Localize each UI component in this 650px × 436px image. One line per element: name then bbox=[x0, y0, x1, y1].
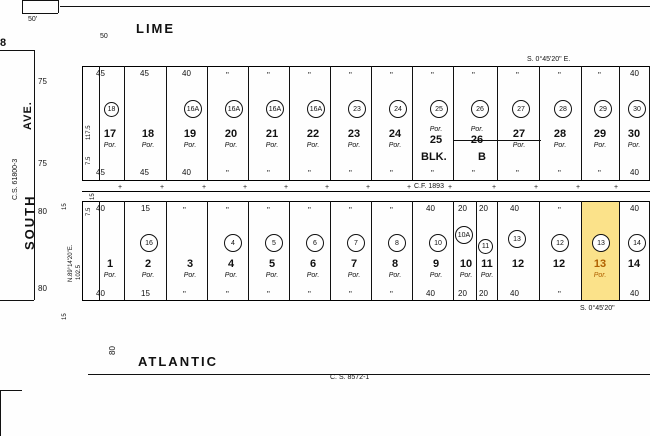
dim-7-5-a: 7.5 bbox=[86, 156, 92, 165]
botrow-dim-bot-9: 20 bbox=[458, 289, 467, 298]
corner-box-top bbox=[22, 0, 58, 1]
botrow-circle-7: 10A bbox=[455, 226, 473, 244]
botrow-lot-5: 6 bbox=[309, 258, 317, 270]
botrow-lot-4: 5 bbox=[268, 258, 276, 270]
botrow-dim-bot-10: 20 bbox=[479, 289, 488, 298]
botrow-divider-0 bbox=[99, 201, 100, 300]
botrow-lot-7: 8 bbox=[391, 258, 399, 270]
block-bottom-line bbox=[82, 300, 650, 301]
botrow-dim-bot-12: " bbox=[558, 290, 561, 299]
toprow-por-10: Por. bbox=[512, 142, 526, 149]
botrow-dim-top-9: 20 bbox=[458, 204, 467, 213]
lime-street-top-line bbox=[60, 6, 650, 7]
toprow-circle-2: 16A bbox=[225, 100, 243, 118]
block-top-line bbox=[82, 66, 650, 67]
toprow-dim-top-10: " bbox=[516, 71, 519, 80]
left-tick-15-a: 15 bbox=[62, 203, 68, 210]
botrow-por-8: Por. bbox=[429, 272, 443, 279]
toprow-dim-bot-12: " bbox=[598, 169, 601, 178]
toprow-divider-13 bbox=[619, 66, 620, 180]
toprow-circle-9: 27 bbox=[512, 100, 530, 118]
botrow-dim-top-0: 40 bbox=[96, 204, 105, 213]
toprow-divider-10 bbox=[497, 66, 498, 180]
toprow-dim-bot-10: " bbox=[516, 169, 519, 178]
botrow-lot-12: 13 bbox=[593, 258, 607, 270]
toprow-por-11: Por. bbox=[553, 142, 567, 149]
street-label-lime: LIME bbox=[136, 21, 176, 36]
toprow-divider-4 bbox=[248, 66, 249, 180]
toprow-circle-6: 24 bbox=[389, 100, 407, 118]
lime-50-label: 50 bbox=[100, 33, 108, 40]
scale-label: 50' bbox=[28, 16, 38, 23]
south-ave-bottom bbox=[0, 300, 34, 301]
toprow-dim-bot-4: " bbox=[267, 169, 270, 178]
toprow-lot-11: 28 bbox=[553, 128, 567, 140]
toprow-por-2: Por. bbox=[183, 142, 197, 149]
left-sheet-number: 8 bbox=[0, 37, 7, 49]
block-midrow-bottom-line bbox=[82, 180, 650, 181]
toprow-circle-1: 16A bbox=[184, 100, 202, 118]
left-dim-80-top: 80 bbox=[38, 207, 47, 216]
toprow-lot-0: 17 bbox=[103, 128, 117, 140]
toprow-dim-top-0: 45 bbox=[96, 69, 105, 78]
left-dim-80-bottom: 80 bbox=[38, 284, 47, 293]
botrow-divider-9b bbox=[476, 201, 477, 300]
bottom-left-edge-top bbox=[0, 390, 22, 391]
toprow-por-4: Por. bbox=[265, 142, 279, 149]
toprow-divider-8 bbox=[412, 66, 413, 180]
toprow-dim-top-8: " bbox=[431, 71, 434, 80]
botrow-divider-10 bbox=[497, 201, 498, 300]
toprow-dim-top-6: " bbox=[349, 71, 352, 80]
toprow-divider-9 bbox=[453, 66, 454, 180]
block-label-b: B bbox=[478, 151, 486, 163]
botrow-divider-3 bbox=[207, 201, 208, 300]
toprow-por-0: Por. bbox=[103, 142, 117, 149]
botrow-lot-3: 4 bbox=[227, 258, 235, 270]
botrow-divider-7 bbox=[371, 201, 372, 300]
botrow-dim-bot-2: " bbox=[183, 290, 186, 299]
toprow-dim-bot-0: 45 bbox=[96, 168, 105, 177]
toprow-divider-12 bbox=[581, 66, 582, 180]
botrow-dim-top-1: 15 bbox=[141, 204, 150, 213]
atlantic-cs-label: C. S. 8572-1 bbox=[330, 374, 370, 381]
corner-box-right bbox=[58, 0, 59, 13]
botrow-divider-13 bbox=[619, 201, 620, 300]
toprow-circle-7: 25 bbox=[430, 100, 448, 118]
toprow-circle-5: 23 bbox=[348, 100, 366, 118]
dim-7-5-b: 7.5 bbox=[86, 207, 92, 216]
toprow-lot-2: 19 bbox=[183, 128, 197, 140]
south-ave-top bbox=[0, 50, 34, 51]
botrow-lot-11b: 12 bbox=[552, 258, 566, 270]
botrow-dim-bot-1: 15 bbox=[141, 289, 150, 298]
toprow-circle-12: 30 bbox=[628, 100, 646, 118]
botrow-por-10: Por. bbox=[480, 272, 494, 279]
botrow-circle-5: 8 bbox=[388, 234, 406, 252]
botrow-por-0: Por. bbox=[103, 272, 117, 279]
toprow-dim-top-5: " bbox=[308, 71, 311, 80]
toprow-dim-bot-9: " bbox=[472, 169, 475, 178]
toprow-divider-0 bbox=[99, 66, 100, 180]
botrow-dim-top-8: 40 bbox=[426, 204, 435, 213]
toprow-lot-7: 24 bbox=[388, 128, 402, 140]
botrow-dim-top-3: " bbox=[226, 206, 229, 215]
botrow-dim-bot-11: 40 bbox=[510, 289, 519, 298]
toprow-lot-12: 29 bbox=[593, 128, 607, 140]
toprow-por-1: Por. bbox=[141, 142, 155, 149]
street-label-south-ave: AVE. bbox=[22, 101, 34, 130]
toprow-lot-4: 21 bbox=[265, 128, 279, 140]
toprow-dim-bot-11: " bbox=[558, 169, 561, 178]
botrow-divider-11 bbox=[539, 201, 540, 300]
toprow-por-7: Por. bbox=[388, 142, 402, 149]
toprow-por-8: Por. bbox=[429, 126, 443, 133]
botrow-por-12: Por. bbox=[593, 272, 607, 279]
dim-102-5: 102.5 bbox=[76, 264, 82, 280]
toprow-dim-top-11: " bbox=[558, 71, 561, 80]
botrow-lot-0: 1 bbox=[106, 258, 114, 270]
toprow-dim-bot-5: " bbox=[308, 169, 311, 178]
botrow-por-1: Por. bbox=[141, 272, 155, 279]
botrow-lot-11: 12 bbox=[511, 258, 525, 270]
toprow-dim-top-9: " bbox=[472, 71, 475, 80]
botrow-dim-bot-8: 40 bbox=[426, 289, 435, 298]
toprow-divider-5 bbox=[289, 66, 290, 180]
botrow-divider-12 bbox=[581, 201, 582, 300]
botrow-dim-bot-5: " bbox=[308, 290, 311, 299]
botrow-dim-top-5: " bbox=[308, 206, 311, 215]
toprow-circle-10: 28 bbox=[554, 100, 572, 118]
center-line-1893 bbox=[82, 191, 650, 192]
street-label-atlantic: ATLANTIC bbox=[138, 354, 219, 369]
street-label-south: SOUTH bbox=[22, 194, 37, 250]
botrow-por-6: Por. bbox=[347, 272, 361, 279]
botrow-circle-10: 12 bbox=[551, 234, 569, 252]
toprow-por-6: Por. bbox=[347, 142, 361, 149]
botrow-circle-11: 13 bbox=[592, 234, 610, 252]
botrow-lot-1: 2 bbox=[144, 258, 152, 270]
toprow-circle-0: 18 bbox=[104, 102, 119, 117]
toprow-dim-bot-7: " bbox=[390, 169, 393, 178]
botrow-dim-top-11: 40 bbox=[510, 204, 519, 213]
toprow-dim-top-2: 40 bbox=[182, 69, 191, 78]
botrow-divider-9 bbox=[453, 201, 454, 300]
botrow-por-4: Por. bbox=[265, 272, 279, 279]
block-left-line-bottom bbox=[82, 201, 83, 300]
toprow-lot-1: 18 bbox=[141, 128, 155, 140]
toprow-lot-13: 30 bbox=[627, 128, 641, 140]
botrow-dim-bot-4: " bbox=[267, 290, 270, 299]
left-tick-15-c: 15 bbox=[90, 193, 96, 200]
botrow-dim-top-10: 20 bbox=[479, 204, 488, 213]
toprow-por-12: Por. bbox=[593, 142, 607, 149]
toprow-por-5: Por. bbox=[306, 142, 320, 149]
toprow-dim-top-3: " bbox=[226, 71, 229, 80]
botrow-dim-top-4: " bbox=[267, 206, 270, 215]
toprow-dim-top-12: " bbox=[598, 71, 601, 80]
botrow-divider-5 bbox=[289, 201, 290, 300]
bearing-top: S. 0°45'20" E. bbox=[527, 56, 571, 63]
botrow-dim-bot-7: " bbox=[390, 290, 393, 299]
left-dim-75-top: 75 bbox=[38, 77, 47, 86]
botrow-por-2: Por. bbox=[183, 272, 197, 279]
block-bottomrow-top-line bbox=[82, 201, 650, 202]
toprow-dim-bot-1: 45 bbox=[140, 168, 149, 177]
toprow-dim-bot-13: 40 bbox=[630, 168, 639, 177]
toprow-divider-6 bbox=[330, 66, 331, 180]
toprow-divider-11 bbox=[539, 66, 540, 180]
toprow-lot-9: 26 bbox=[470, 134, 484, 146]
botrow-divider-6 bbox=[330, 201, 331, 300]
toprow-lot-5: 22 bbox=[306, 128, 320, 140]
block-left-line-top bbox=[82, 66, 83, 180]
botrow-por-7: Por. bbox=[388, 272, 402, 279]
parcel-map: 50' LIME 50 8 SOUTH AVE. C.S. 61800-3 75 75 80 80 15 15 15 117.5 7.5 7.5 102.5 N.89°14'20"E. 80 S. 0°45'20" E. C.F. 1893 S. 0°45'20" + + + + + + + + + + + + + ATLANTIC C. S. 8572-1 BLK. B 45 45 40 " " " " " " " " " " 40 45 45 40 " " " " " " " " " " 40 18 16A 16A 16A 16A 23 24 25 26 27 28 29 30 17 18 19 20 21 22 23 24 25 26 27 28 29 30 Por. Por. Por. Por. Por. Por. Por. Por. Por. Por. Por. Por. Por. Por. 40 15 " " " " " " 40 20 20 40 " 40 40 15 " " " " " " 40 20 20 40 " 40 16 4 5 6 7 8 10 10A 11 13 12 13 14 1 2 3 4 5 6 7 8 9 10 11 12 13 14 12 Por. Por. Por. Por. Por. Por. Por. Por. Por. Por. Por. Por. bbox=[0, 0, 650, 436]
toprow-dim-top-4: " bbox=[267, 71, 270, 80]
botrow-divider-2 bbox=[166, 201, 167, 300]
left-margin-cs-label: C.S. 61800-3 bbox=[12, 158, 19, 200]
botrow-circle-6: 10 bbox=[429, 234, 447, 252]
toprow-dim-bot-3: " bbox=[226, 169, 229, 178]
toprow-divider-7 bbox=[371, 66, 372, 180]
botrow-dim-top-13: 40 bbox=[630, 204, 639, 213]
toprow-divider-1 bbox=[124, 66, 125, 180]
botrow-circle-4: 7 bbox=[347, 234, 365, 252]
botrow-divider-4 bbox=[248, 201, 249, 300]
toprow-divider-2 bbox=[166, 66, 167, 180]
botrow-por-3: Por. bbox=[224, 272, 238, 279]
botrow-por-5: Por. bbox=[306, 272, 320, 279]
left-tick-15-b: 15 bbox=[62, 313, 68, 320]
toprow-dim-top-1: 45 bbox=[140, 69, 149, 78]
botrow-dim-top-6: " bbox=[349, 206, 352, 215]
bottom-left-80: 80 bbox=[108, 346, 117, 355]
botrow-dim-bot-3: " bbox=[226, 290, 229, 299]
toprow-circle-11: 29 bbox=[594, 100, 612, 118]
bottom-left-edge-line bbox=[0, 390, 1, 436]
block-label-blk: BLK. bbox=[421, 151, 447, 163]
center-line-label: C.F. 1893 bbox=[414, 183, 444, 190]
toprow-dim-bot-6: " bbox=[349, 169, 352, 178]
toprow-por-9: Por. bbox=[470, 126, 484, 133]
botrow-lot-2: 3 bbox=[186, 258, 194, 270]
botrow-dim-bot-0: 40 bbox=[96, 289, 105, 298]
botrow-lot-13: 14 bbox=[627, 258, 641, 270]
botrow-circle-0: 16 bbox=[140, 234, 158, 252]
toprow-circle-8: 26 bbox=[471, 100, 489, 118]
bearing-left-label: N.89°14'20"E. bbox=[68, 244, 74, 282]
botrow-circle-9: 13 bbox=[508, 230, 526, 248]
left-dim-75-bottom: 75 bbox=[38, 159, 47, 168]
botrow-lot-6: 7 bbox=[350, 258, 358, 270]
toprow-por-3: Por. bbox=[224, 142, 238, 149]
botrow-circle-12: 14 bbox=[628, 234, 646, 252]
toprow-circle-4: 16A bbox=[307, 100, 325, 118]
botrow-lot-10: 11 bbox=[481, 258, 493, 270]
toprow-lot-10: 27 bbox=[512, 128, 526, 140]
botrow-lot-8: 9 bbox=[432, 258, 440, 270]
toprow-dim-bot-8: " bbox=[431, 169, 434, 178]
corner-box-left bbox=[22, 0, 23, 13]
dim-117-5: 117.5 bbox=[86, 125, 92, 140]
botrow-dim-top-12: " bbox=[558, 206, 561, 215]
botrow-dim-top-7: " bbox=[390, 206, 393, 215]
bearing-bottom: S. 0°45'20" bbox=[580, 305, 615, 312]
botrow-dim-bot-13: 40 bbox=[630, 289, 639, 298]
botrow-dim-top-2: " bbox=[183, 206, 186, 215]
toprow-circle-3: 16A bbox=[266, 100, 284, 118]
botrow-circle-3: 6 bbox=[306, 234, 324, 252]
south-ave-right-line bbox=[34, 50, 35, 300]
botrow-lot-9: 10 bbox=[459, 258, 473, 270]
toprow-por-13: Por. bbox=[627, 142, 641, 149]
toprow-dim-top-13: 40 bbox=[630, 69, 639, 78]
toprow-lot-6: 23 bbox=[347, 128, 361, 140]
toprow-lot-8: 25 bbox=[429, 134, 443, 146]
toprow-dim-top-7: " bbox=[390, 71, 393, 80]
toprow-lot-3: 20 bbox=[224, 128, 238, 140]
toprow-divider-3 bbox=[207, 66, 208, 180]
botrow-dim-bot-6: " bbox=[349, 290, 352, 299]
corner-box-bottom bbox=[22, 13, 58, 14]
botrow-circle-1: 4 bbox=[224, 234, 242, 252]
toprow-dim-bot-2: 40 bbox=[182, 168, 191, 177]
botrow-circle-8: 11 bbox=[478, 239, 493, 254]
botrow-por-9: Por. bbox=[459, 272, 473, 279]
botrow-divider-1 bbox=[124, 201, 125, 300]
botrow-circle-2: 5 bbox=[265, 234, 283, 252]
botrow-divider-8 bbox=[412, 201, 413, 300]
